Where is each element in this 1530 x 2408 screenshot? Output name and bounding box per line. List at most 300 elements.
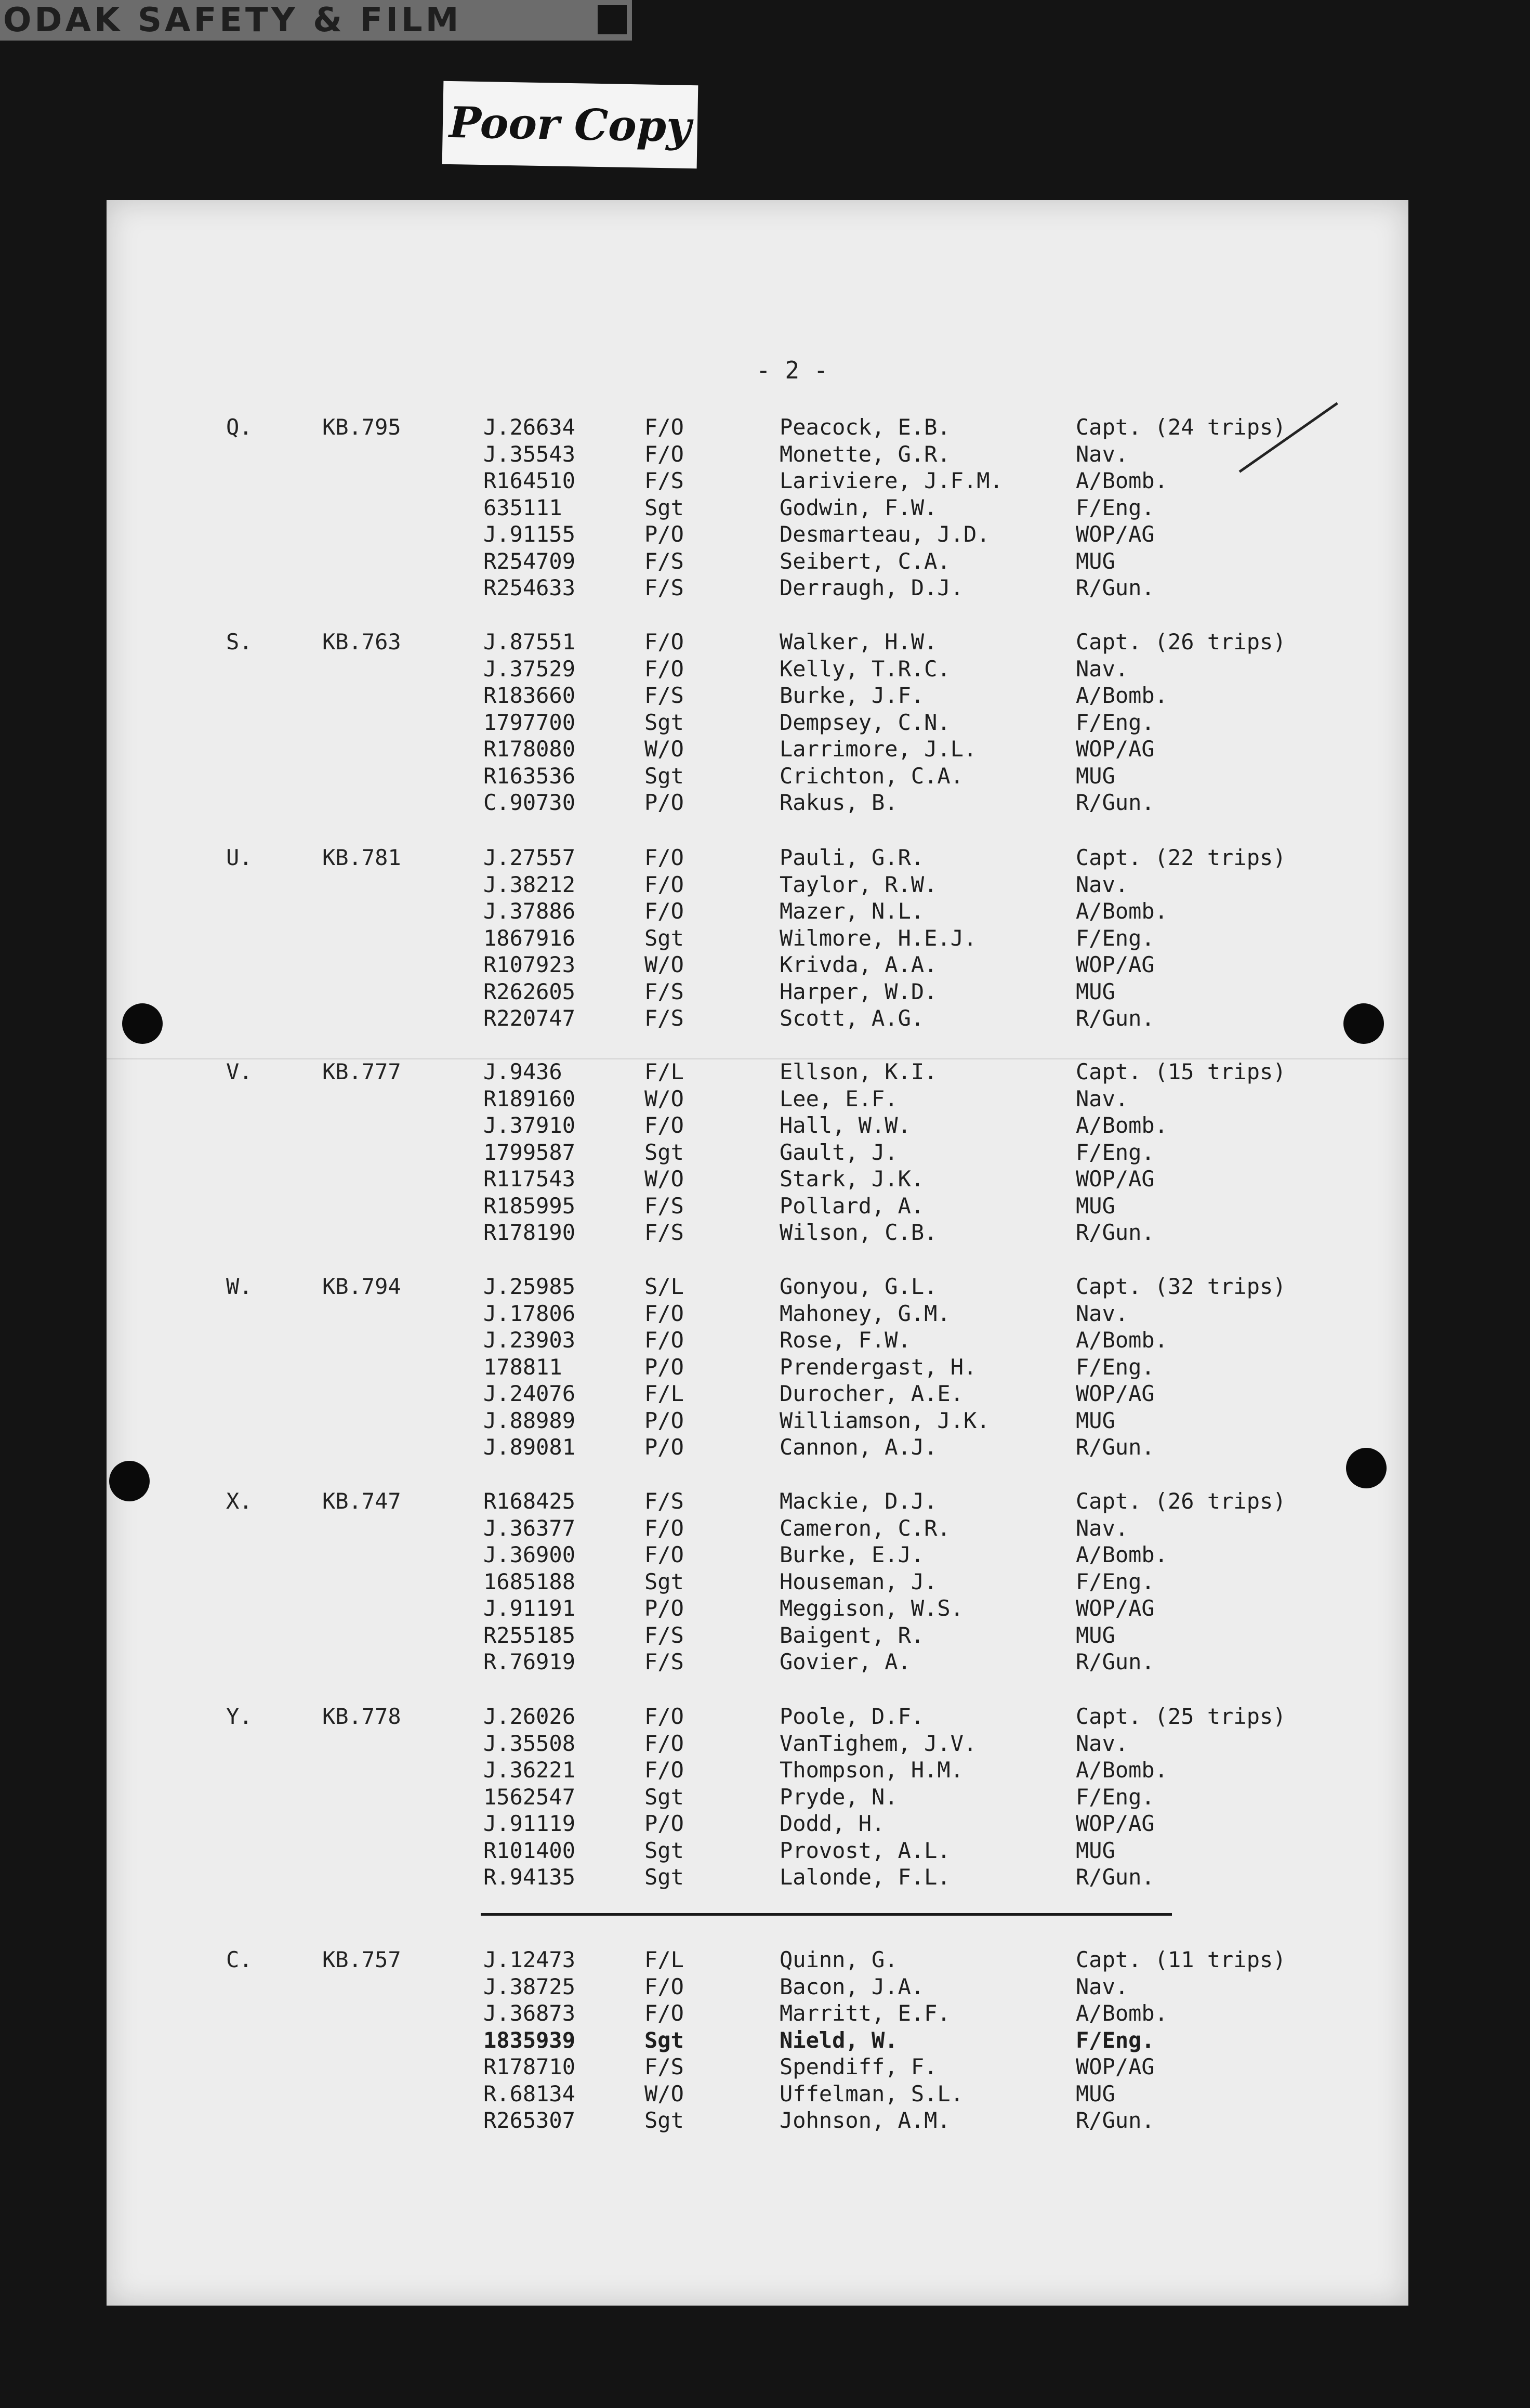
crew-name: Wilson, C.B. xyxy=(780,1220,938,1245)
crew-name: Desmarteau, J.D. xyxy=(780,521,990,547)
service-number: J.38212 xyxy=(483,872,576,897)
service-number: J.12473 xyxy=(483,1947,576,1972)
crew-row xyxy=(107,1947,1408,1974)
rank: W/O xyxy=(644,952,684,977)
crew-name: Williamson, J.K. xyxy=(780,1408,990,1433)
rank: F/O xyxy=(644,845,684,870)
crew-row xyxy=(107,1113,1408,1140)
aircraft-serial: KB.747 xyxy=(322,1488,401,1514)
service-number: J.91155 xyxy=(483,521,576,547)
crew-row xyxy=(107,2000,1408,2027)
rank: F/S xyxy=(644,1488,684,1514)
crew-row xyxy=(107,1649,1408,1676)
crew-name: Uffelman, S.L. xyxy=(780,2081,964,2106)
service-number: R262605 xyxy=(483,979,576,1004)
aircraft-serial: KB.781 xyxy=(322,845,401,870)
crew-row xyxy=(107,2054,1408,2081)
crew-role: MUG xyxy=(1076,1193,1115,1219)
crew-name: Derraugh, D.J. xyxy=(780,575,964,600)
rank: F/S xyxy=(644,1220,684,1245)
rank: F/O xyxy=(644,898,684,924)
rank: F/L xyxy=(644,1059,684,1084)
crew-name: Peacock, E.B. xyxy=(780,414,951,440)
crew-name: Houseman, J. xyxy=(780,1569,938,1594)
service-number: J.37529 xyxy=(483,656,576,682)
crew-row xyxy=(107,1731,1408,1758)
service-number: R254633 xyxy=(483,575,576,600)
crew-row xyxy=(107,1784,1408,1811)
crew-name: Rose, F.W. xyxy=(780,1327,911,1353)
crew-row xyxy=(107,1864,1408,1891)
aircraft-letter: Y. xyxy=(226,1704,253,1729)
crew-row xyxy=(107,1488,1408,1515)
service-number: J.37910 xyxy=(483,1113,576,1138)
crew-row xyxy=(107,979,1408,1006)
crew-role: A/Bomb. xyxy=(1076,1327,1168,1353)
crew-name: Dempsey, C.N. xyxy=(780,710,951,735)
service-number: J.17806 xyxy=(483,1301,576,1326)
crew-row xyxy=(107,1086,1408,1113)
rank: Sgt xyxy=(644,710,684,735)
crew-role: Nav. xyxy=(1076,1301,1129,1326)
crew-row xyxy=(107,1542,1408,1569)
crew-role: R/Gun. xyxy=(1076,1220,1155,1245)
crew-name: Quinn, G. xyxy=(780,1947,898,1972)
crew-name: Krivda, A.A. xyxy=(780,952,938,977)
crew-row xyxy=(107,1704,1408,1731)
rank: F/S xyxy=(644,548,684,574)
aircraft-letter: Q. xyxy=(226,414,253,440)
crew-role: WOP/AG xyxy=(1076,952,1155,977)
crew-role: A/Bomb. xyxy=(1076,1757,1168,1783)
crew-role: Nav. xyxy=(1076,441,1129,467)
crew-row xyxy=(107,1220,1408,1247)
service-number: R163536 xyxy=(483,763,576,789)
crew-row xyxy=(107,1838,1408,1865)
poor-copy-text: Poor Copy xyxy=(449,97,692,152)
crew-row xyxy=(107,1005,1408,1032)
rank: F/O xyxy=(644,629,684,655)
crew-name: Mackie, D.J. xyxy=(780,1488,938,1514)
crew-name: Pauli, G.R. xyxy=(780,845,925,870)
crew-role: WOP/AG xyxy=(1076,521,1155,547)
page-number: - 2 - xyxy=(756,356,828,384)
service-number: R185995 xyxy=(483,1193,576,1219)
service-number: R.94135 xyxy=(483,1864,576,1890)
aircraft-serial: KB.778 xyxy=(322,1704,401,1729)
crew-row xyxy=(107,1757,1408,1784)
crew-name: Monette, G.R. xyxy=(780,441,951,467)
crew-row xyxy=(107,1274,1408,1301)
service-number: R168425 xyxy=(483,1488,576,1514)
service-number: R101400 xyxy=(483,1838,576,1863)
crew-name: Pollard, A. xyxy=(780,1193,925,1219)
service-number: J.91119 xyxy=(483,1811,576,1836)
crew-role: MUG xyxy=(1076,979,1115,1004)
crew-row xyxy=(107,468,1408,495)
crew-role: Nav. xyxy=(1076,656,1129,682)
crew-row xyxy=(107,1434,1408,1461)
aircraft-serial: KB.794 xyxy=(322,1274,401,1299)
service-number: R164510 xyxy=(483,468,576,493)
rank: F/S xyxy=(644,468,684,493)
service-number: J.38725 xyxy=(483,1974,576,1999)
crew-row xyxy=(107,1354,1408,1381)
crew-name: Govier, A. xyxy=(780,1649,911,1674)
rank: F/O xyxy=(644,414,684,440)
crew-name: Kelly, T.R.C. xyxy=(780,656,951,682)
crew-row xyxy=(107,629,1408,656)
crew-role: Capt. (25 trips) xyxy=(1076,1704,1286,1729)
crew-role: R/Gun. xyxy=(1076,790,1155,815)
crew-row xyxy=(107,441,1408,468)
rank: F/S xyxy=(644,979,684,1004)
rank: W/O xyxy=(644,1166,684,1192)
service-number: R.68134 xyxy=(483,2081,576,2106)
service-number: J.36900 xyxy=(483,1542,576,1567)
crew-row xyxy=(107,656,1408,683)
rank: Sgt xyxy=(644,1838,684,1863)
aircraft-serial: KB.757 xyxy=(322,1947,401,1972)
crew-row xyxy=(107,1193,1408,1220)
crew-role: A/Bomb. xyxy=(1076,683,1168,708)
crew-role: Nav. xyxy=(1076,1731,1129,1756)
service-number: J.25985 xyxy=(483,1274,576,1299)
crew-name: Seibert, C.A. xyxy=(780,548,951,574)
rank: F/S xyxy=(644,1005,684,1031)
crew-role: WOP/AG xyxy=(1076,1595,1155,1621)
service-number: R107923 xyxy=(483,952,576,977)
rank: P/O xyxy=(644,1434,684,1460)
service-number: R265307 xyxy=(483,2108,576,2133)
crew-name: Godwin, F.W. xyxy=(780,495,938,520)
crew-name: Burke, J.F. xyxy=(780,683,925,708)
crew-role: A/Bomb. xyxy=(1076,1113,1168,1138)
crew-name: Burke, E.J. xyxy=(780,1542,925,1567)
rank: F/O xyxy=(644,441,684,467)
crew-row xyxy=(107,683,1408,710)
crew-role: Capt. (24 trips) xyxy=(1076,414,1286,440)
crew-row xyxy=(107,736,1408,763)
crew-role: WOP/AG xyxy=(1076,1811,1155,1836)
crew-name: Marritt, E.F. xyxy=(780,2000,951,2026)
crew-role: F/Eng. xyxy=(1076,710,1155,735)
rank: F/S xyxy=(644,1193,684,1219)
crew-role: F/Eng. xyxy=(1076,1784,1155,1810)
crew-role: F/Eng. xyxy=(1076,495,1155,520)
crew-name: Ellson, K.I. xyxy=(780,1059,938,1084)
crew-role: R/Gun. xyxy=(1076,575,1155,600)
crew-row xyxy=(107,2108,1408,2135)
crew-row xyxy=(107,925,1408,952)
crew-role: Nav. xyxy=(1076,872,1129,897)
crew-row xyxy=(107,1381,1408,1408)
rank: Sgt xyxy=(644,1569,684,1594)
service-number: J.89081 xyxy=(483,1434,576,1460)
aircraft-letter: X. xyxy=(226,1488,253,1514)
service-number: 1562547 xyxy=(483,1784,576,1810)
crew-row xyxy=(107,1595,1408,1622)
service-number: J.27557 xyxy=(483,845,576,870)
crew-row xyxy=(107,1408,1408,1435)
crew-name: Baigent, R. xyxy=(780,1622,925,1648)
rank: F/O xyxy=(644,1327,684,1353)
crew-role: Nav. xyxy=(1076,1974,1129,1999)
crew-role: R/Gun. xyxy=(1076,1434,1155,1460)
crew-name: Lee, E.F. xyxy=(780,1086,898,1111)
crew-name: Larrimore, J.L. xyxy=(780,736,977,762)
crew-row xyxy=(107,845,1408,872)
crew-role: WOP/AG xyxy=(1076,1381,1155,1406)
rank: F/O xyxy=(644,1515,684,1541)
rank: F/O xyxy=(644,872,684,897)
crew-role: WOP/AG xyxy=(1076,736,1155,762)
crew-name: Spendiff, F. xyxy=(780,2054,938,2079)
rank: W/O xyxy=(644,1086,684,1111)
crew-role: R/Gun. xyxy=(1076,2108,1155,2133)
crew-role: Capt. (15 trips) xyxy=(1076,1059,1286,1084)
crew-role: Capt. (26 trips) xyxy=(1076,629,1286,655)
service-number: J.26634 xyxy=(483,414,576,440)
rank: W/O xyxy=(644,2081,684,2106)
crew-role: F/Eng. xyxy=(1076,925,1155,951)
service-number: C.90730 xyxy=(483,790,576,815)
crew-row xyxy=(107,1811,1408,1838)
rank: P/O xyxy=(644,1811,684,1836)
rank: Sgt xyxy=(644,1140,684,1165)
crew-row xyxy=(107,790,1408,817)
service-number: R178190 xyxy=(483,1220,576,1245)
crew-name: Stark, J.K. xyxy=(780,1166,925,1192)
service-number: 178811 xyxy=(483,1354,562,1380)
service-number: 1797700 xyxy=(483,710,576,735)
rank: F/S xyxy=(644,1622,684,1648)
crew-name: Provost, A.L. xyxy=(780,1838,951,1863)
service-number: 1685188 xyxy=(483,1569,576,1594)
service-number: 1799587 xyxy=(483,1140,576,1165)
crew-role: MUG xyxy=(1076,1838,1115,1863)
service-number: J.88989 xyxy=(483,1408,576,1433)
service-number: J.9436 xyxy=(483,1059,562,1084)
crew-role: R/Gun. xyxy=(1076,1649,1155,1674)
crew-name: Taylor, R.W. xyxy=(780,872,938,897)
rank: Sgt xyxy=(644,925,684,951)
crew-role: Capt. (22 trips) xyxy=(1076,845,1286,870)
crew-name: Gonyou, G.L. xyxy=(780,1274,938,1299)
rank: F/O xyxy=(644,1974,684,1999)
crew-name: Lariviere, J.F.M. xyxy=(780,468,1003,493)
crew-role: A/Bomb. xyxy=(1076,468,1168,493)
crew-role: A/Bomb. xyxy=(1076,2000,1168,2026)
crew-row xyxy=(107,575,1408,602)
crew-name: Durocher, A.E. xyxy=(780,1381,964,1406)
rank: F/O xyxy=(644,1757,684,1783)
rank: F/L xyxy=(644,1947,684,1972)
service-number: R178710 xyxy=(483,2054,576,2079)
section-separator xyxy=(481,1913,1172,1916)
crew-row xyxy=(107,2081,1408,2108)
crew-row xyxy=(107,1327,1408,1354)
rank: Sgt xyxy=(644,2108,684,2133)
crew-role: MUG xyxy=(1076,763,1115,789)
crew-name: Poole, D.F. xyxy=(780,1704,925,1729)
crew-name: Wilmore, H.E.J. xyxy=(780,925,977,951)
crew-name: VanTighem, J.V. xyxy=(780,1731,977,1756)
crew-name: Mahoney, G.M. xyxy=(780,1301,951,1326)
crew-name: Gault, J. xyxy=(780,1140,898,1165)
service-number: R220747 xyxy=(483,1005,576,1031)
crew-name: Hall, W.W. xyxy=(780,1113,911,1138)
crew-name: Harper, W.D. xyxy=(780,979,938,1004)
rank: S/L xyxy=(644,1274,684,1299)
rank: Sgt xyxy=(644,1784,684,1810)
service-number: J.87551 xyxy=(483,629,576,655)
service-number: J.91191 xyxy=(483,1595,576,1621)
rank: F/S xyxy=(644,683,684,708)
crew-role: F/Eng. xyxy=(1076,1569,1155,1594)
crew-name: Walker, H.W. xyxy=(780,629,938,655)
crew-row xyxy=(107,898,1408,925)
crew-row xyxy=(107,1166,1408,1193)
crew-role: R/Gun. xyxy=(1076,1005,1155,1031)
crew-role: Nav. xyxy=(1076,1086,1129,1111)
service-number: J.37886 xyxy=(483,898,576,924)
film-edge-block xyxy=(598,5,627,34)
service-number: R178080 xyxy=(483,736,576,762)
aircraft-letter: S. xyxy=(226,629,253,655)
service-number: J.36873 xyxy=(483,2000,576,2026)
crew-row xyxy=(107,1974,1408,2001)
rank: Sgt xyxy=(644,495,684,520)
service-number: J.26026 xyxy=(483,1704,576,1729)
rank: Sgt xyxy=(644,763,684,789)
crew-row xyxy=(107,1622,1408,1650)
crew-role: Capt. (11 trips) xyxy=(1076,1947,1286,1972)
service-number: 635111 xyxy=(483,495,562,520)
crew-row xyxy=(107,710,1408,737)
crew-role: WOP/AG xyxy=(1076,1166,1155,1192)
crew-name: Mazer, N.L. xyxy=(780,898,925,924)
crew-name: Johnson, A.M. xyxy=(780,2108,951,2133)
service-number: 1835939 xyxy=(483,2027,576,2053)
crew-name: Bacon, J.A. xyxy=(780,1974,925,1999)
crew-role: MUG xyxy=(1076,548,1115,574)
crew-name: Prendergast, H. xyxy=(780,1354,977,1380)
film-edge-strip xyxy=(0,0,632,41)
crew-row xyxy=(107,952,1408,979)
crew-name: Cannon, A.J. xyxy=(780,1434,938,1460)
crew-name: Crichton, C.A. xyxy=(780,763,964,789)
crew-row xyxy=(107,521,1408,548)
crew-name: Meggison, W.S. xyxy=(780,1595,964,1621)
crew-role: MUG xyxy=(1076,2081,1115,2106)
crew-row xyxy=(107,1301,1408,1328)
aircraft-letter: W. xyxy=(226,1274,253,1299)
service-number: 1867916 xyxy=(483,925,576,951)
service-number: J.36221 xyxy=(483,1757,576,1783)
crew-role: Capt. (32 trips) xyxy=(1076,1274,1286,1299)
rank: Sgt xyxy=(644,1864,684,1890)
service-number: R117543 xyxy=(483,1166,576,1192)
crew-role: A/Bomb. xyxy=(1076,1542,1168,1567)
poor-copy-stamp xyxy=(442,81,698,169)
crew-role: R/Gun. xyxy=(1076,1864,1155,1890)
crew-row xyxy=(107,548,1408,575)
crew-row xyxy=(107,1569,1408,1596)
crew-role: F/Eng. xyxy=(1076,1354,1155,1380)
crew-role: Nav. xyxy=(1076,1515,1129,1541)
crew-name: Cameron, C.R. xyxy=(780,1515,951,1541)
service-number: J.35508 xyxy=(483,1731,576,1756)
crew-row xyxy=(107,1515,1408,1542)
service-number: R.76919 xyxy=(483,1649,576,1674)
rank: P/O xyxy=(644,1408,684,1433)
rank: W/O xyxy=(644,736,684,762)
crew-row xyxy=(107,495,1408,522)
rank: F/O xyxy=(644,1301,684,1326)
rank: P/O xyxy=(644,790,684,815)
aircraft-letter: U. xyxy=(226,845,253,870)
service-number: J.36377 xyxy=(483,1515,576,1541)
crew-name: Pryde, N. xyxy=(780,1784,898,1810)
crew-row xyxy=(107,763,1408,790)
rank: F/O xyxy=(644,1731,684,1756)
crew-name: Nield, W. xyxy=(780,2027,898,2053)
crew-role: MUG xyxy=(1076,1408,1115,1433)
rank: F/O xyxy=(644,2000,684,2026)
crew-name: Thompson, H.M. xyxy=(780,1757,964,1783)
crew-row xyxy=(107,2027,1408,2054)
rank: P/O xyxy=(644,1595,684,1621)
aircraft-serial: KB.763 xyxy=(322,629,401,655)
crew-row xyxy=(107,1059,1408,1086)
rank: F/O xyxy=(644,1542,684,1567)
rank: F/S xyxy=(644,1649,684,1674)
crew-row xyxy=(107,1140,1408,1167)
crew-name: Scott, A.G. xyxy=(780,1005,925,1031)
crew-role: F/Eng. xyxy=(1076,1140,1155,1165)
crew-name: Rakus, B. xyxy=(780,790,898,815)
crew-role: MUG xyxy=(1076,1622,1115,1648)
rank: P/O xyxy=(644,1354,684,1380)
crew-role: F/Eng. xyxy=(1076,2027,1155,2053)
rank: P/O xyxy=(644,521,684,547)
service-number: R183660 xyxy=(483,683,576,708)
rank: F/O xyxy=(644,1113,684,1138)
aircraft-letter: C. xyxy=(226,1947,253,1972)
rank: F/O xyxy=(644,656,684,682)
crew-row xyxy=(107,872,1408,899)
rank: F/S xyxy=(644,2054,684,2079)
crew-role: Capt. (26 trips) xyxy=(1076,1488,1286,1514)
crew-role: A/Bomb. xyxy=(1076,898,1168,924)
rank: F/S xyxy=(644,575,684,600)
service-number: R254709 xyxy=(483,548,576,574)
crew-name: Lalonde, F.L. xyxy=(780,1864,951,1890)
rank: F/L xyxy=(644,1381,684,1406)
service-number: R255185 xyxy=(483,1622,576,1648)
rank: Sgt xyxy=(644,2027,684,2053)
rank: F/O xyxy=(644,1704,684,1729)
aircraft-serial: KB.777 xyxy=(322,1059,401,1084)
film-edge-text: ODAK SAFETY & FILM xyxy=(3,1,462,40)
document-page xyxy=(107,200,1408,2306)
aircraft-letter: V. xyxy=(226,1059,253,1084)
service-number: J.24076 xyxy=(483,1381,576,1406)
crew-row xyxy=(107,414,1408,441)
service-number: R189160 xyxy=(483,1086,576,1111)
service-number: J.35543 xyxy=(483,441,576,467)
